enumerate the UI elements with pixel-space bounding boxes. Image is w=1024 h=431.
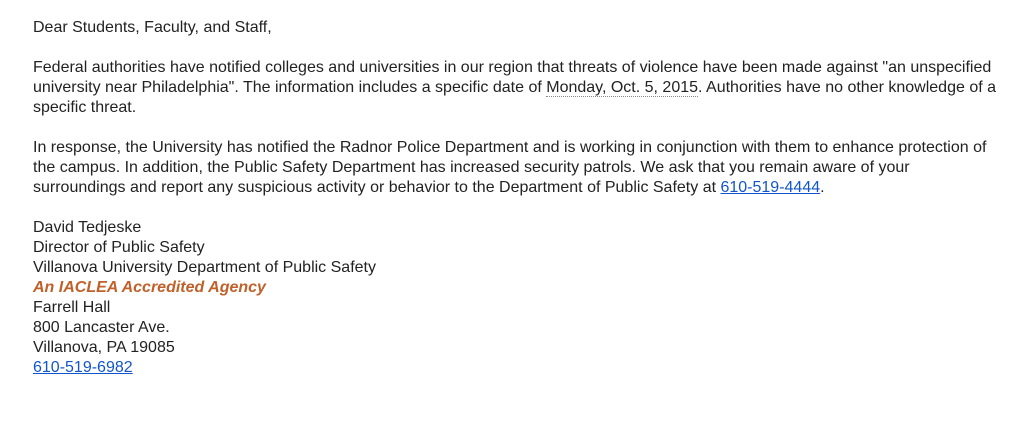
- email-body: [33, 18, 1003, 378]
- signature-street: 800 Lancaster Ave.: [33, 319, 170, 336]
- spacer: [33, 38, 1003, 58]
- paragraph-threat-notice: [33, 58, 1003, 118]
- signature-block: [33, 218, 1003, 378]
- signature-phone-link[interactable]: 610-519-6982: [33, 359, 133, 376]
- signature-building: Farrell Hall: [33, 299, 111, 316]
- signature-department: Villanova University Department of Public Safety: [33, 259, 376, 276]
- date-detected-link[interactable]: Monday, Oct. 5, 2015: [546, 79, 699, 96]
- greeting: Dear Students, Faculty, and Staff,: [33, 19, 272, 36]
- paragraph-period: .: [820, 179, 825, 196]
- signature-city: Villanova, PA 19085: [33, 339, 175, 356]
- spacer: [33, 118, 1003, 138]
- signature-name: David Tedjeske: [33, 219, 142, 236]
- paragraph-response: [33, 138, 1003, 198]
- signature-accreditation: An IACLEA Accredited Agency: [33, 279, 266, 296]
- signature-title: Director of Public Safety: [33, 239, 205, 256]
- paragraph-text: Federal authorities have notified colleges and universities in our region that threats of violence have been made against "an unspecified university near Philadelphia". The information includes a specific date of: [33, 59, 992, 96]
- paragraph-text-end: . Authorities have no other knowledge of a specific threat.: [33, 79, 997, 116]
- spacer: [33, 198, 1003, 218]
- public-safety-phone-link[interactable]: 610-519-4444: [720, 179, 821, 196]
- paragraph-text: In response, the University has notified the Radnor Police Department and is working in conjunction with them to enhance protection of the campus. In addition, the Public Safety Department has increased security patrols. We ask that you remain aware of your surroundings and report any suspicious activity or behavior to the Department of Public Safety at: [33, 139, 987, 196]
